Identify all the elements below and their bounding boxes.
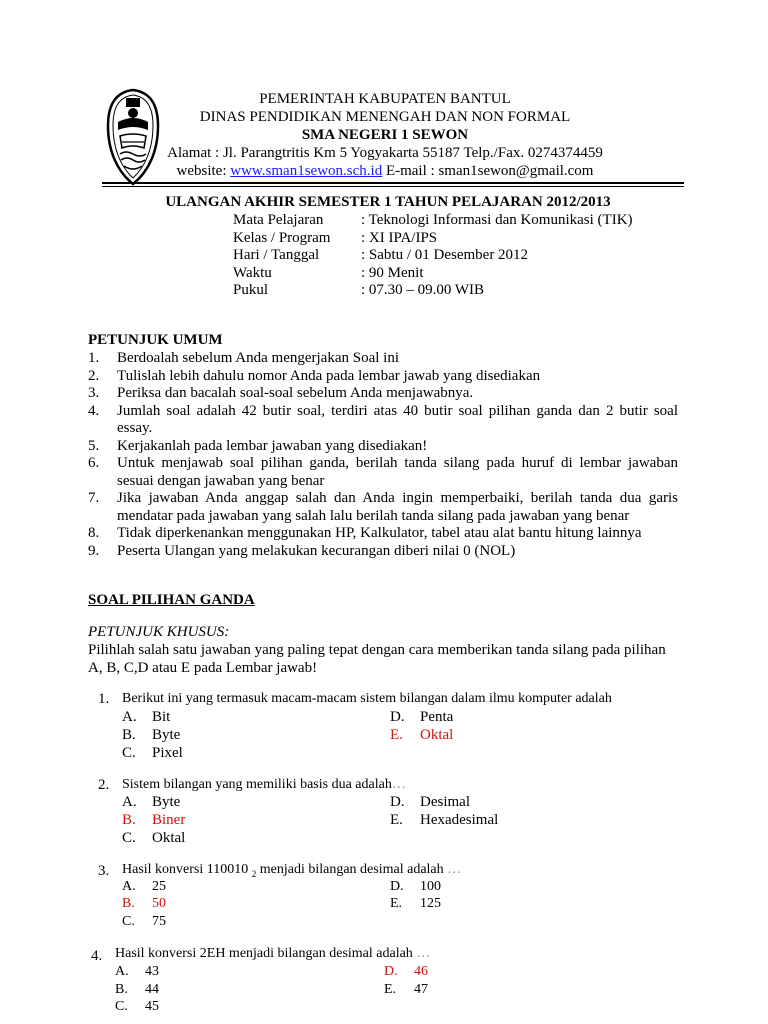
item-text: Tidak diperkenankan menggunakan HP, Kalkulator, tabel atau alat bantu hitung lainnya bbox=[117, 525, 642, 541]
website-label: website: bbox=[176, 163, 227, 179]
list-item bbox=[88, 543, 678, 561]
question-number: 1. bbox=[98, 691, 110, 707]
info-row bbox=[233, 265, 633, 283]
info-row bbox=[233, 282, 633, 300]
list-item bbox=[88, 368, 678, 386]
option-b[interactable]: B. Byte bbox=[122, 727, 181, 743]
letterhead-address: Alamat : Jl. Parangtritis Km 5 Yogyakarta 55187 Telp./Fax. 0274374459 bbox=[167, 145, 603, 161]
option-a[interactable]: A. Bit bbox=[122, 709, 171, 725]
header-divider-thick bbox=[102, 182, 684, 184]
option-d[interactable]: D. Desimal bbox=[390, 794, 470, 810]
question-text: Berikut ini yang termasuk macam-macam sistem bilangan dalam ilmu komputer adalah bbox=[122, 691, 612, 706]
letterhead-contact bbox=[160, 162, 610, 180]
exam-info bbox=[233, 212, 633, 300]
item-text: Jika jawaban Anda anggap salah dan Anda ingin memperbaiki, berilah tanda dua garis mendatar pada jawaban yang salah lalu berilah tanda silang pada jawaban yang benar bbox=[117, 490, 678, 524]
item-number: 2. bbox=[88, 367, 100, 384]
option-a[interactable]: A. 43 bbox=[115, 964, 159, 979]
option-e-answer[interactable]: E. Oktal bbox=[390, 727, 454, 743]
option-e[interactable]: E. 125 bbox=[390, 896, 441, 911]
item-number: 5. bbox=[88, 437, 100, 454]
item-text: Peserta Ulangan yang melakukan kecurangan diberi nilai 0 (NOL) bbox=[117, 542, 516, 559]
info-key: Hari / Tanggal bbox=[233, 247, 320, 263]
website-link[interactable]: www.sman1sewon.sch.id bbox=[230, 163, 383, 179]
option-b-answer[interactable]: B. 50 bbox=[122, 896, 166, 911]
item-text: Kerjakanlah pada lembar jawaban yang disediakan! bbox=[117, 437, 428, 454]
info-row bbox=[233, 247, 633, 265]
list-item bbox=[88, 350, 678, 368]
bantul-emblem-icon bbox=[104, 86, 162, 188]
list-item bbox=[88, 455, 678, 490]
option-d[interactable]: D. 100 bbox=[390, 879, 441, 894]
item-number: 6. bbox=[88, 455, 100, 471]
info-value: : Teknologi Informasi dan Komunikasi (TIK) bbox=[361, 212, 633, 228]
info-key: Waktu bbox=[233, 264, 272, 281]
item-text: Untuk menjawab soal pilihan ganda, berilah tanda silang pada huruf di lembar jawaban sesuai dengan jawaban yang benar bbox=[117, 455, 678, 489]
item-text: Periksa dan bacalah soal-soal sebelum Anda menjawabnya. bbox=[117, 385, 474, 401]
info-value: : 90 Menit bbox=[361, 264, 424, 281]
option-c[interactable]: C. 45 bbox=[115, 999, 159, 1014]
header-divider-thin bbox=[102, 186, 684, 187]
item-number: 9. bbox=[88, 542, 100, 559]
option-c[interactable]: C. Pixel bbox=[122, 745, 183, 761]
list-item bbox=[88, 490, 678, 525]
info-value: : 07.30 – 09.00 WIB bbox=[361, 282, 485, 298]
letterhead-school: SMA NEGERI 1 SEWON bbox=[301, 127, 469, 143]
general-instructions-list bbox=[88, 350, 678, 560]
option-e[interactable]: E. Hexadesimal bbox=[390, 812, 499, 828]
question-number: 3. bbox=[98, 863, 110, 879]
email-text: E-mail : sman1sewon@gmail.com bbox=[385, 163, 594, 179]
option-c[interactable]: C. Oktal bbox=[122, 830, 186, 846]
petunjuk-khusus-text: Pilihlah salah satu jawaban yang paling tepat dengan cara memberikan tanda silang pada pilihan A, B, C,D atau E pada Lembar jawab! bbox=[88, 642, 666, 676]
info-key: Kelas / Program bbox=[233, 229, 331, 246]
info-row bbox=[233, 230, 633, 248]
item-text: Jumlah soal adalah 42 butir soal, terdiri atas 40 butir soal pilihan ganda dan 2 butir soal essay. bbox=[117, 402, 678, 436]
letterhead bbox=[160, 90, 610, 180]
question-text: Sistem bilangan yang memiliki basis dua adalah… bbox=[122, 777, 406, 792]
petunjuk-umum-title: PETUNJUK UMUM bbox=[88, 332, 223, 348]
option-a[interactable]: A. Byte bbox=[122, 794, 181, 810]
exam-title: ULANGAN AKHIR SEMESTER 1 TAHUN PELAJARAN 2012/2013 bbox=[165, 194, 611, 210]
option-d-answer[interactable]: D. 46 bbox=[384, 964, 428, 979]
list-item bbox=[88, 385, 678, 403]
item-number: 3. bbox=[88, 385, 100, 401]
info-key: Mata Pelajaran bbox=[233, 212, 324, 228]
info-value: : XI IPA/IPS bbox=[361, 229, 438, 246]
petunjuk-khusus-title: PETUNJUK KHUSUS: bbox=[88, 624, 230, 640]
question-text: Hasil konversi 2EH menjadi bilangan desimal adalah … bbox=[115, 946, 431, 961]
info-key: Pukul bbox=[233, 282, 269, 298]
list-item bbox=[88, 438, 678, 456]
info-value: : Sabtu / 01 Desember 2012 bbox=[361, 247, 529, 263]
item-text: Tulislah lebih dahulu nomor Anda pada lembar jawab yang disediakan bbox=[117, 367, 541, 384]
list-item bbox=[88, 403, 678, 438]
question-number: 2. bbox=[98, 777, 110, 793]
item-text: Berdoalah sebelum Anda mengerjakan Soal ini bbox=[117, 350, 400, 366]
item-number: 8. bbox=[88, 525, 100, 541]
info-row bbox=[233, 212, 633, 230]
soal-pilihan-ganda-title: SOAL PILIHAN GANDA bbox=[88, 592, 255, 608]
option-e[interactable]: E. 47 bbox=[384, 982, 428, 997]
option-b-answer[interactable]: B. Biner bbox=[122, 812, 186, 828]
item-number: 4. bbox=[88, 402, 100, 419]
option-a[interactable]: A. 25 bbox=[122, 879, 166, 894]
letterhead-government: PEMERINTAH KABUPATEN BANTUL bbox=[259, 91, 511, 107]
letterhead-department: DINAS PENDIDIKAN MENENGAH DAN NON FORMAL bbox=[199, 109, 571, 125]
option-c[interactable]: C. 75 bbox=[122, 914, 166, 929]
question-text: Hasil konversi 110010 $_2$ menjadi bilangan desimal adalah … bbox=[122, 862, 462, 879]
option-d[interactable]: D. Penta bbox=[390, 709, 454, 725]
item-number: 1. bbox=[88, 350, 100, 366]
list-item bbox=[88, 525, 678, 543]
option-b[interactable]: B. 44 bbox=[115, 982, 159, 997]
question-number: 4. bbox=[91, 948, 103, 964]
item-number: 7. bbox=[88, 490, 100, 506]
